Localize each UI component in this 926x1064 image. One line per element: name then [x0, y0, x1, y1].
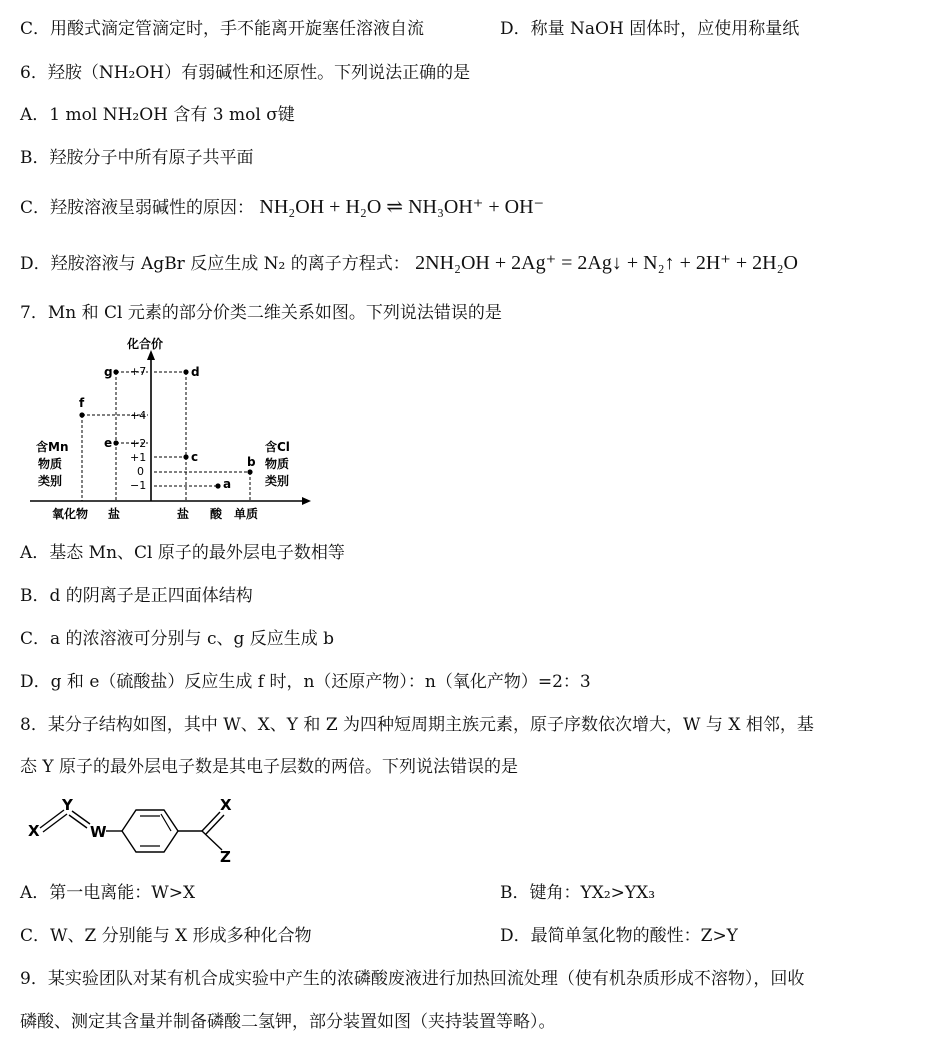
question-6-option-a: A．1 mol NH₂OH 含有 3 mol σ键	[20, 105, 295, 125]
question-8-option-a: A．第一电离能：W>X	[20, 883, 196, 903]
question-6-stem: 6．羟胺（NH₂OH）有弱碱性和还原性。下列说法正确的是	[20, 63, 471, 83]
question-6-option-c	[20, 196, 544, 219]
tick-label-minus1: −1	[130, 479, 147, 492]
question-7-stem: 7．Mn 和 Cl 元素的部分价类二维关系如图。下列说法错误的是	[20, 303, 502, 323]
atom-w: W	[90, 823, 107, 841]
question-9-stem-line1: 9．某实验团队对某有机合成实验中产生的浓磷酸废液进行加热回流处理（使有机杂质形成不溶物），回收	[20, 969, 805, 989]
question-6-option-d-equation: 2NH₂OH + 2Ag⁺ = 2Ag↓ + N₂↑ + 2H⁺ + 2H₂O	[415, 252, 798, 274]
point-g	[113, 369, 118, 374]
question-8-option-d: D．最简单氢化物的酸性：Z>Y	[500, 926, 738, 946]
option-6prev-d: D．称量 NaOH 固体时，应使用称量纸	[500, 19, 800, 39]
tick-label-plus4: +4	[130, 409, 147, 422]
question-7-option-a: A．基态 Mn、Cl 原子的最外层电子数相等	[20, 543, 345, 563]
point-a	[215, 483, 220, 488]
point-b	[247, 469, 252, 474]
valence-class-diagram	[26, 336, 316, 526]
molecule-structure	[26, 794, 246, 866]
question-8-option-c: C．W、Z 分别能与 X 形成多种化合物	[20, 926, 312, 946]
question-7-option-c: C．a 的浓溶液可分别与 c、g 反应生成 b	[20, 629, 335, 649]
point-d	[183, 369, 188, 374]
point-e-label: e	[104, 436, 113, 450]
atom-x-right: X	[220, 796, 232, 814]
atom-z: Z	[220, 848, 231, 866]
point-g-label: g	[104, 365, 113, 379]
tick-label-plus2: +2	[130, 437, 147, 450]
y-axis-arrow	[147, 350, 155, 360]
x-label-acid: 酸	[210, 507, 223, 521]
cl-category-label: 含Cl 物质类别	[265, 440, 290, 488]
x-label-cl-salt: 盐	[177, 507, 190, 521]
question-8-option-b: B．键角：YX₂>YX₃	[500, 883, 656, 903]
atom-x-left: X	[28, 822, 40, 840]
point-e	[113, 440, 118, 445]
point-a-label: a	[223, 477, 232, 491]
point-f	[79, 412, 84, 417]
x-label-oxide: 氧化物	[52, 507, 89, 521]
tick-label-plus7: +7	[130, 365, 147, 378]
question-8-stem-line1: 8．某分子结构如图，其中 W、X、Y 和 Z 为四种短周期主族元素，原子序数依次增大，W 与 X 相邻，基	[20, 715, 814, 735]
question-6-option-c-text: C．羟胺溶液呈弱碱性的原因：	[20, 198, 255, 218]
atom-y: Y	[62, 796, 73, 814]
question-6-option-c-equation: NH₂OH + H₂O ⇌ NH₃OH⁺ + OH⁻	[259, 196, 545, 218]
point-d-label: d	[191, 365, 200, 379]
point-b-label: b	[247, 455, 256, 469]
x-label-element: 单质	[234, 507, 259, 521]
tick-label-plus1: +1	[130, 451, 147, 464]
question-6-option-d-text: D．羟胺溶液与 AgBr 反应生成 N₂ 的离子方程式：	[20, 254, 410, 274]
question-6-option-b: B．羟胺分子中所有原子共平面	[20, 148, 254, 168]
question-6-option-d	[20, 252, 798, 275]
x-label-mn-salt: 盐	[108, 507, 121, 521]
question-7-option-d: D．g 和 e（硫酸盐）反应生成 f 时，n（还原产物）：n（氧化产物）=2：3	[20, 672, 591, 692]
question-7-option-b: B．d 的阴离子是正四面体结构	[20, 586, 253, 606]
question-8-stem-line2: 态 Y 原子的最外层电子数是其电子层数的两倍。下列说法错误的是	[20, 757, 519, 777]
option-6prev-c: C．用酸式滴定管滴定时，手不能离开旋塞任溶液自流	[20, 19, 425, 39]
point-c	[183, 454, 188, 459]
x-axis-arrow	[302, 497, 311, 505]
point-c-label: c	[191, 450, 199, 464]
point-f-label: f	[79, 396, 85, 410]
question-9-stem-line2: 磷酸、测定其含量并制备磷酸二氢钾，部分装置如图（夹持装置等略）。	[20, 1012, 556, 1032]
tick-label-zero: 0	[137, 465, 144, 478]
y-axis-title: 化合价	[127, 337, 164, 351]
mn-category-label: 含Mn 物质类别	[36, 440, 69, 488]
